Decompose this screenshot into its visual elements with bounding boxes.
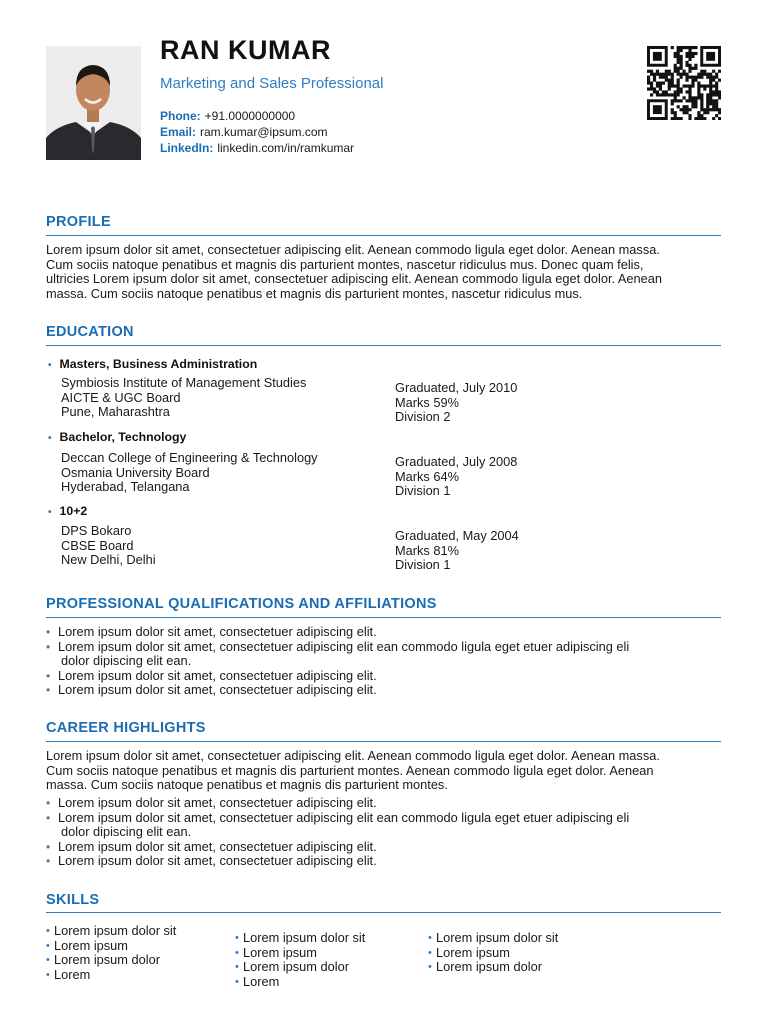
skill-item: • Lorem ipsum dolor sit: [235, 931, 365, 946]
skill-item: • Lorem: [235, 975, 365, 990]
education-institution: Symbiosis Institute of Management Studies AICTE & UGC Board Pune, Maharashtra: [61, 375, 307, 419]
contact-info: [160, 108, 354, 156]
skill-item: • Lorem ipsum dolor sit: [46, 924, 176, 939]
education-institution: Deccan College of Engineering & Technology Osmania University Board Hyderabad, Telangana: [61, 450, 318, 494]
contact-linkedin-label: LinkedIn:: [160, 141, 214, 155]
contact-phone: [160, 108, 354, 124]
qr-code[interactable]: [647, 46, 721, 120]
education-degree: • Bachelor, Technology: [48, 430, 187, 444]
skills-column-2: [235, 931, 365, 990]
qualifications-divider: [46, 617, 721, 618]
list-item: • Lorem ipsum dolor sit amet, consectetuer adipiscing elit ean commodo ligula eget etuer adipiscing eli dolor dipiscing elit ean.: [46, 640, 721, 669]
profile-divider: [46, 235, 721, 236]
profile-heading: PROFILE: [46, 214, 111, 230]
list-item: • Lorem ipsum dolor sit amet, consectetuer adipiscing elit.: [46, 669, 721, 684]
list-item: • Lorem ipsum dolor sit amet, consectetuer adipiscing elit.: [46, 683, 721, 698]
education-heading: EDUCATION: [46, 324, 134, 340]
contact-linkedin-value[interactable]: linkedin.com/in/ramkumar: [217, 141, 355, 155]
contact-email: [160, 124, 354, 140]
skill-item: • Lorem ipsum: [235, 946, 365, 961]
skills-divider: [46, 912, 721, 913]
job-title: Marketing and Sales Professional: [160, 75, 384, 92]
profile-photo: [46, 46, 141, 160]
list-item: • Lorem ipsum dolor sit amet, consectetuer adipiscing elit ean commodo ligula eget etuer adipiscing eli dolor dipiscing elit ean.: [46, 811, 721, 840]
education-details: Graduated, May 2004 Marks 81% Division 1: [395, 528, 519, 572]
bullet-icon: •: [48, 507, 52, 518]
career-text: Lorem ipsum dolor sit amet, consectetuer adipiscing elit. Aenean commodo ligula eget dolor. Aenean massa. Cum sociis natoque penatibus et magnis dis parturient montes. Aenean commodo ligula eget dolor. Aenean massa. Cum sociis natoque penatibus et magnis dis parturient montes.: [46, 748, 660, 793]
skills-column-3: [428, 931, 558, 975]
profile-line: Cum sociis natoque penatibus et magnis dis parturient montes, nascetur ridiculus mus. Donec quam felis,: [46, 256, 644, 272]
profile-line: Lorem ipsum dolor sit amet, consectetuer adipiscing elit. Aenean commodo ligula eget dolor. Aenean massa.: [46, 242, 660, 257]
career-divider: [46, 741, 721, 742]
skill-item: • Lorem ipsum dolor: [428, 960, 558, 975]
qualifications-heading: PROFESSIONAL QUALIFICATIONS AND AFFILIATIONS: [46, 596, 437, 612]
profile-text: [46, 243, 721, 301]
skills-column-1: [46, 924, 176, 983]
list-item: • Lorem ipsum dolor sit amet, consectetuer adipiscing elit.: [46, 840, 721, 855]
list-item: • Lorem ipsum dolor sit amet, consectetuer adipiscing elit.: [46, 625, 721, 640]
skills-heading: SKILLS: [46, 892, 100, 908]
contact-phone-label: Phone:: [160, 109, 201, 123]
skill-item: • Lorem: [46, 968, 176, 983]
career-heading: CAREER HIGHLIGHTS: [46, 720, 206, 736]
contact-email-value[interactable]: ram.kumar@ipsum.com: [200, 125, 328, 139]
contact-email-label: Email:: [160, 125, 197, 139]
qualifications-list: [46, 625, 721, 698]
list-item: • Lorem ipsum dolor sit amet, consectetuer adipiscing elit.: [46, 854, 721, 869]
skill-item: • Lorem ipsum dolor: [46, 953, 176, 968]
bullet-icon: •: [48, 360, 52, 371]
career-list: [46, 796, 721, 869]
skill-item: • Lorem ipsum dolor sit: [428, 931, 558, 946]
skill-item: • Lorem ipsum: [46, 939, 176, 954]
contact-linkedin: [160, 140, 354, 156]
education-details: Graduated, July 2008 Marks 64% Division 1: [395, 454, 518, 498]
education-degree: • Masters, Business Administration: [48, 357, 258, 371]
skill-item: • Lorem ipsum: [428, 946, 558, 961]
list-item: • Lorem ipsum dolor sit amet, consectetuer adipiscing elit.: [46, 796, 721, 811]
education-divider: [46, 345, 721, 346]
profile-line: massa. Cum sociis natoque penatibus et magnis dis parturient montes, nascetur ridiculus mus.: [46, 285, 583, 301]
education-institution: DPS Bokaro CBSE Board New Delhi, Delhi: [61, 523, 156, 567]
candidate-name: RAN KUMAR: [160, 35, 331, 65]
skill-item: • Lorem ipsum dolor: [235, 960, 365, 975]
education-degree: • 10+2: [48, 504, 88, 518]
contact-phone-value[interactable]: +91.0000000000: [204, 109, 296, 123]
bullet-icon: •: [48, 433, 52, 444]
profile-line: ultricies Lorem ipsum dolor sit amet, consectetuer adipiscing elit. Aenean commodo ligula eget dolor. Aenean: [46, 271, 663, 287]
education-details: Graduated, July 2010 Marks 59% Division 2: [395, 380, 518, 424]
